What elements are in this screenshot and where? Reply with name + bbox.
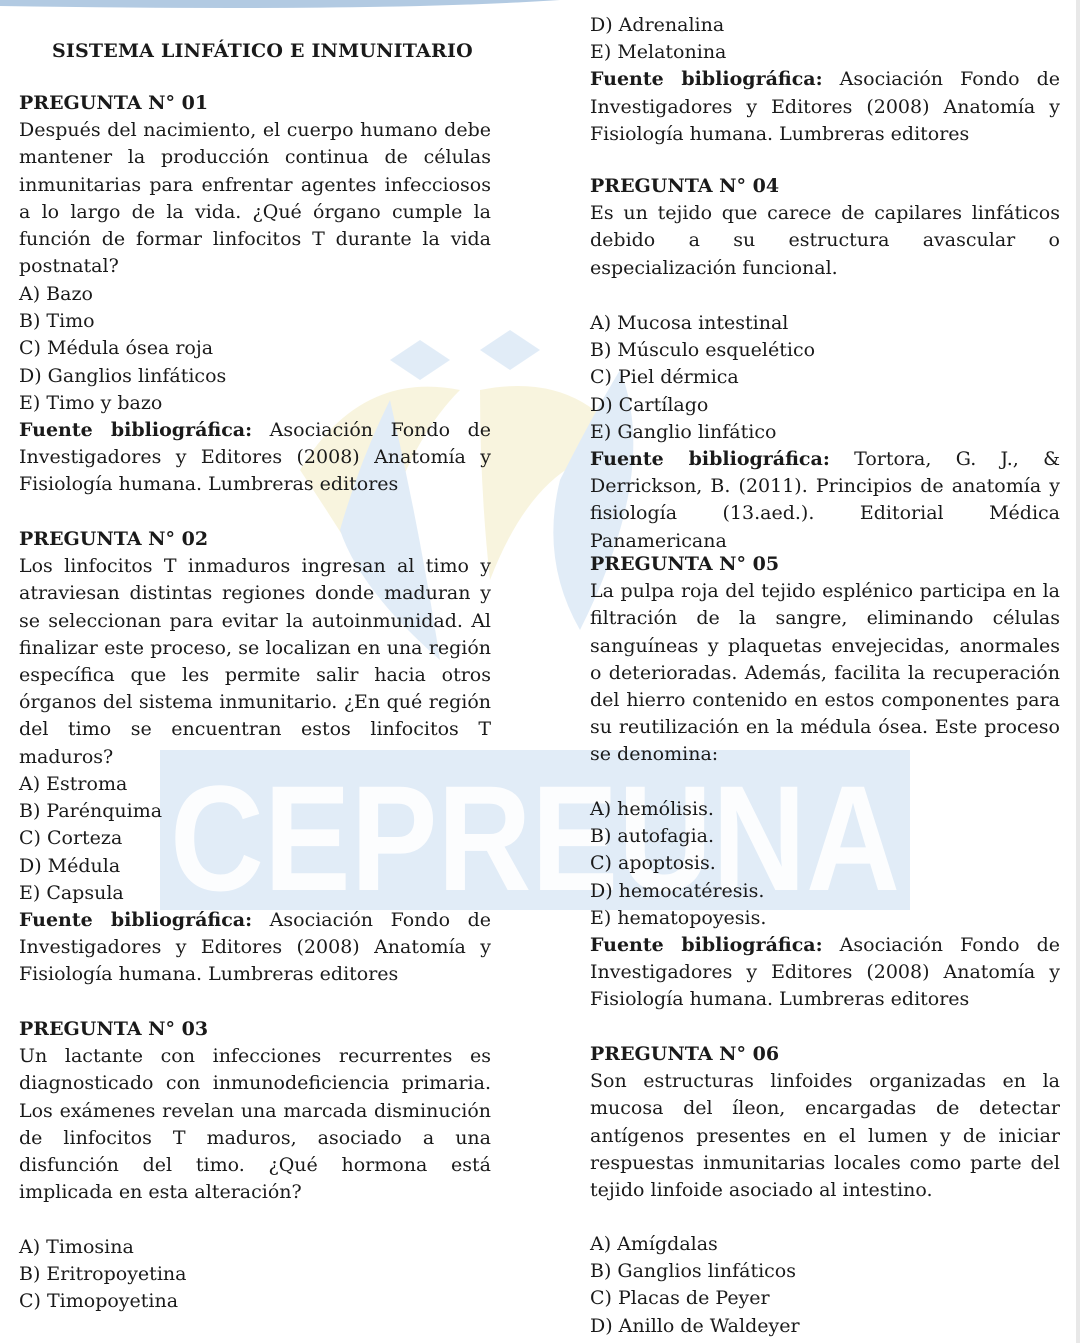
- option-c[interactable]: C) apoptosis.: [590, 852, 716, 875]
- option-d[interactable]: D) Adrenalina: [590, 14, 725, 36]
- question-01: [19, 90, 491, 280]
- source-text: Asociación Fondo de Investigadores y Editores (2008) Anatomía y Fisiología humana. Lumbreras editores: [19, 419, 491, 496]
- option-d[interactable]: D) Cartílago: [590, 393, 709, 416]
- question-heading: PREGUNTA N° 06: [590, 1043, 780, 1065]
- question-04-options: [590, 310, 1060, 555]
- option-b[interactable]: B) Eritropoyetina: [19, 1263, 187, 1286]
- source-label: Fuente bibliográfica:: [19, 909, 253, 932]
- option-e[interactable]: E) Capsula: [19, 881, 124, 904]
- option-d[interactable]: D) Anillo de Waldeyer: [590, 1314, 800, 1337]
- option-c[interactable]: C) Corteza: [19, 827, 123, 850]
- source-label: Fuente bibliográfica:: [590, 934, 823, 957]
- option-a[interactable]: A) Estroma: [19, 773, 128, 795]
- question-05-options: [590, 796, 1060, 1014]
- question-heading: PREGUNTA N° 01: [19, 92, 209, 114]
- question-heading: PREGUNTA N° 02: [19, 528, 209, 550]
- question-text: Después del nacimiento, el cuerpo humano debe mantener la producción continua de células inmunitarias para enfrentar agentes infecciosos a lo largo de la vida. ¿Qué órgano cumple la función de formar linfocitos T durante la vida postnatal?: [19, 119, 491, 278]
- option-b[interactable]: B) Parénquima: [19, 800, 163, 823]
- question-05: [590, 551, 1060, 769]
- option-e[interactable]: E) Melatonina: [590, 41, 727, 64]
- option-a[interactable]: A) Amígdalas: [590, 1233, 718, 1255]
- question-heading: PREGUNTA N° 03: [19, 1018, 209, 1040]
- option-b[interactable]: B) Timo: [19, 310, 95, 333]
- option-a[interactable]: A) Mucosa intestinal: [590, 312, 789, 334]
- source-text: Tortora, G. J., & Derrickson, B. (2011). Principios de anatomía y fisiología (13.aed.). Editorial Médica Panamericana: [590, 448, 1060, 552]
- option-d[interactable]: D) Ganglios linfáticos: [19, 364, 227, 387]
- question-06-options: [590, 1231, 1060, 1340]
- question-03: [19, 1016, 491, 1206]
- option-a[interactable]: A) hemólisis.: [590, 798, 714, 820]
- question-06: [590, 1041, 1060, 1204]
- option-e[interactable]: E) hematopoyesis.: [590, 906, 767, 929]
- option-a[interactable]: A) Timosina: [19, 1236, 134, 1258]
- option-d[interactable]: D) hemocatéresis.: [590, 879, 765, 902]
- watermark-text: CEPREUNA: [170, 754, 900, 910]
- question-02: [19, 526, 491, 771]
- source-text: Asociación Fondo de Investigadores y Editores (2008) Anatomía y Fisiología humana. Lumbreras editores: [590, 934, 1060, 1011]
- top-decoration-band: [0, 0, 560, 12]
- option-b[interactable]: B) autofagia.: [590, 825, 715, 848]
- page-title: SISTEMA LINFÁTICO E INMUNITARIO: [52, 40, 473, 62]
- bibliographic-source: [590, 66, 1060, 148]
- option-d[interactable]: D) Médula: [19, 854, 121, 877]
- question-heading: PREGUNTA N° 05: [590, 553, 780, 575]
- question-text: Los linfocitos T inmaduros ingresan al timo y atraviesan distintas regiones donde maduran y se seleccionan para evitar la autoinmunidad. Al finalizar este proceso, se localizan en una región específica que les permite salir hacia otros órganos del sistema inmunitario. ¿En qué región del timo se encuentran estos linfocitos T maduros?: [19, 555, 491, 768]
- option-c[interactable]: C) Médula ósea roja: [19, 337, 214, 360]
- option-c[interactable]: C) Timopoyetina: [19, 1290, 179, 1313]
- source-text: Asociación Fondo de Investigadores y Editores (2008) Anatomía y Fisiología humana. Lumbreras editores: [590, 68, 1060, 145]
- question-text: Un lactante con infecciones recurrentes es diagnosticado con inmunodeficiencia primaria. Los exámenes revelan una marcada disminución de linfocitos T maduros, asociado a una disfunción del timo. ¿Qué hormona está implicada en esta alteración?: [19, 1045, 491, 1204]
- question-text: Es un tejido que carece de capilares linfáticos debido a su estructura avascular o especialización funcional.: [590, 202, 1060, 279]
- question-01-options: [19, 281, 491, 499]
- question-text: La pulpa roja del tejido esplénico participa en la filtración de la sangre, eliminando células sanguíneas y plaquetas envejecidas, anormales o deterioradas. Además, facilita la recuperación del hierro contenido en estos componentes para su reutilización en la médula ósea. Este proceso se denomina:: [590, 580, 1060, 766]
- question-03-options-continued: [590, 12, 1060, 148]
- source-label: Fuente bibliográfica:: [590, 68, 823, 91]
- source-label: Fuente bibliográfica:: [19, 419, 253, 442]
- source-text: Asociación Fondo de Investigadores y Editores (2008) Anatomía y Fisiología humana. Lumbreras editores: [19, 909, 491, 986]
- option-c[interactable]: C) Placas de Peyer: [590, 1287, 770, 1310]
- option-b[interactable]: B) Ganglios linfáticos: [590, 1260, 796, 1283]
- option-c[interactable]: C) Piel dérmica: [590, 366, 739, 389]
- option-e[interactable]: E) Timo y bazo: [19, 391, 163, 414]
- question-02-options: [19, 771, 491, 989]
- bibliographic-source: [19, 417, 491, 499]
- option-a[interactable]: A) Bazo: [19, 283, 93, 305]
- bibliographic-source: [590, 932, 1060, 1014]
- option-e[interactable]: E) Ganglio linfático: [590, 420, 777, 443]
- question-04: [590, 173, 1060, 282]
- bibliographic-source: [19, 907, 491, 989]
- option-b[interactable]: B) Músculo esquelético: [590, 339, 816, 362]
- question-03-options: [19, 1234, 491, 1316]
- question-heading: PREGUNTA N° 04: [590, 175, 780, 197]
- question-text: Son estructuras linfoides organizadas en la mucosa del íleon, encargadas de detectar antígenos presentes en el lumen y de iniciar respuestas inmunitarias locales como parte del tejido linfoide asociado al intestino.: [590, 1070, 1060, 1202]
- page-edge-shadow: [1076, 0, 1080, 1343]
- source-label: Fuente bibliográfica:: [590, 448, 830, 471]
- bibliographic-source: [590, 446, 1060, 555]
